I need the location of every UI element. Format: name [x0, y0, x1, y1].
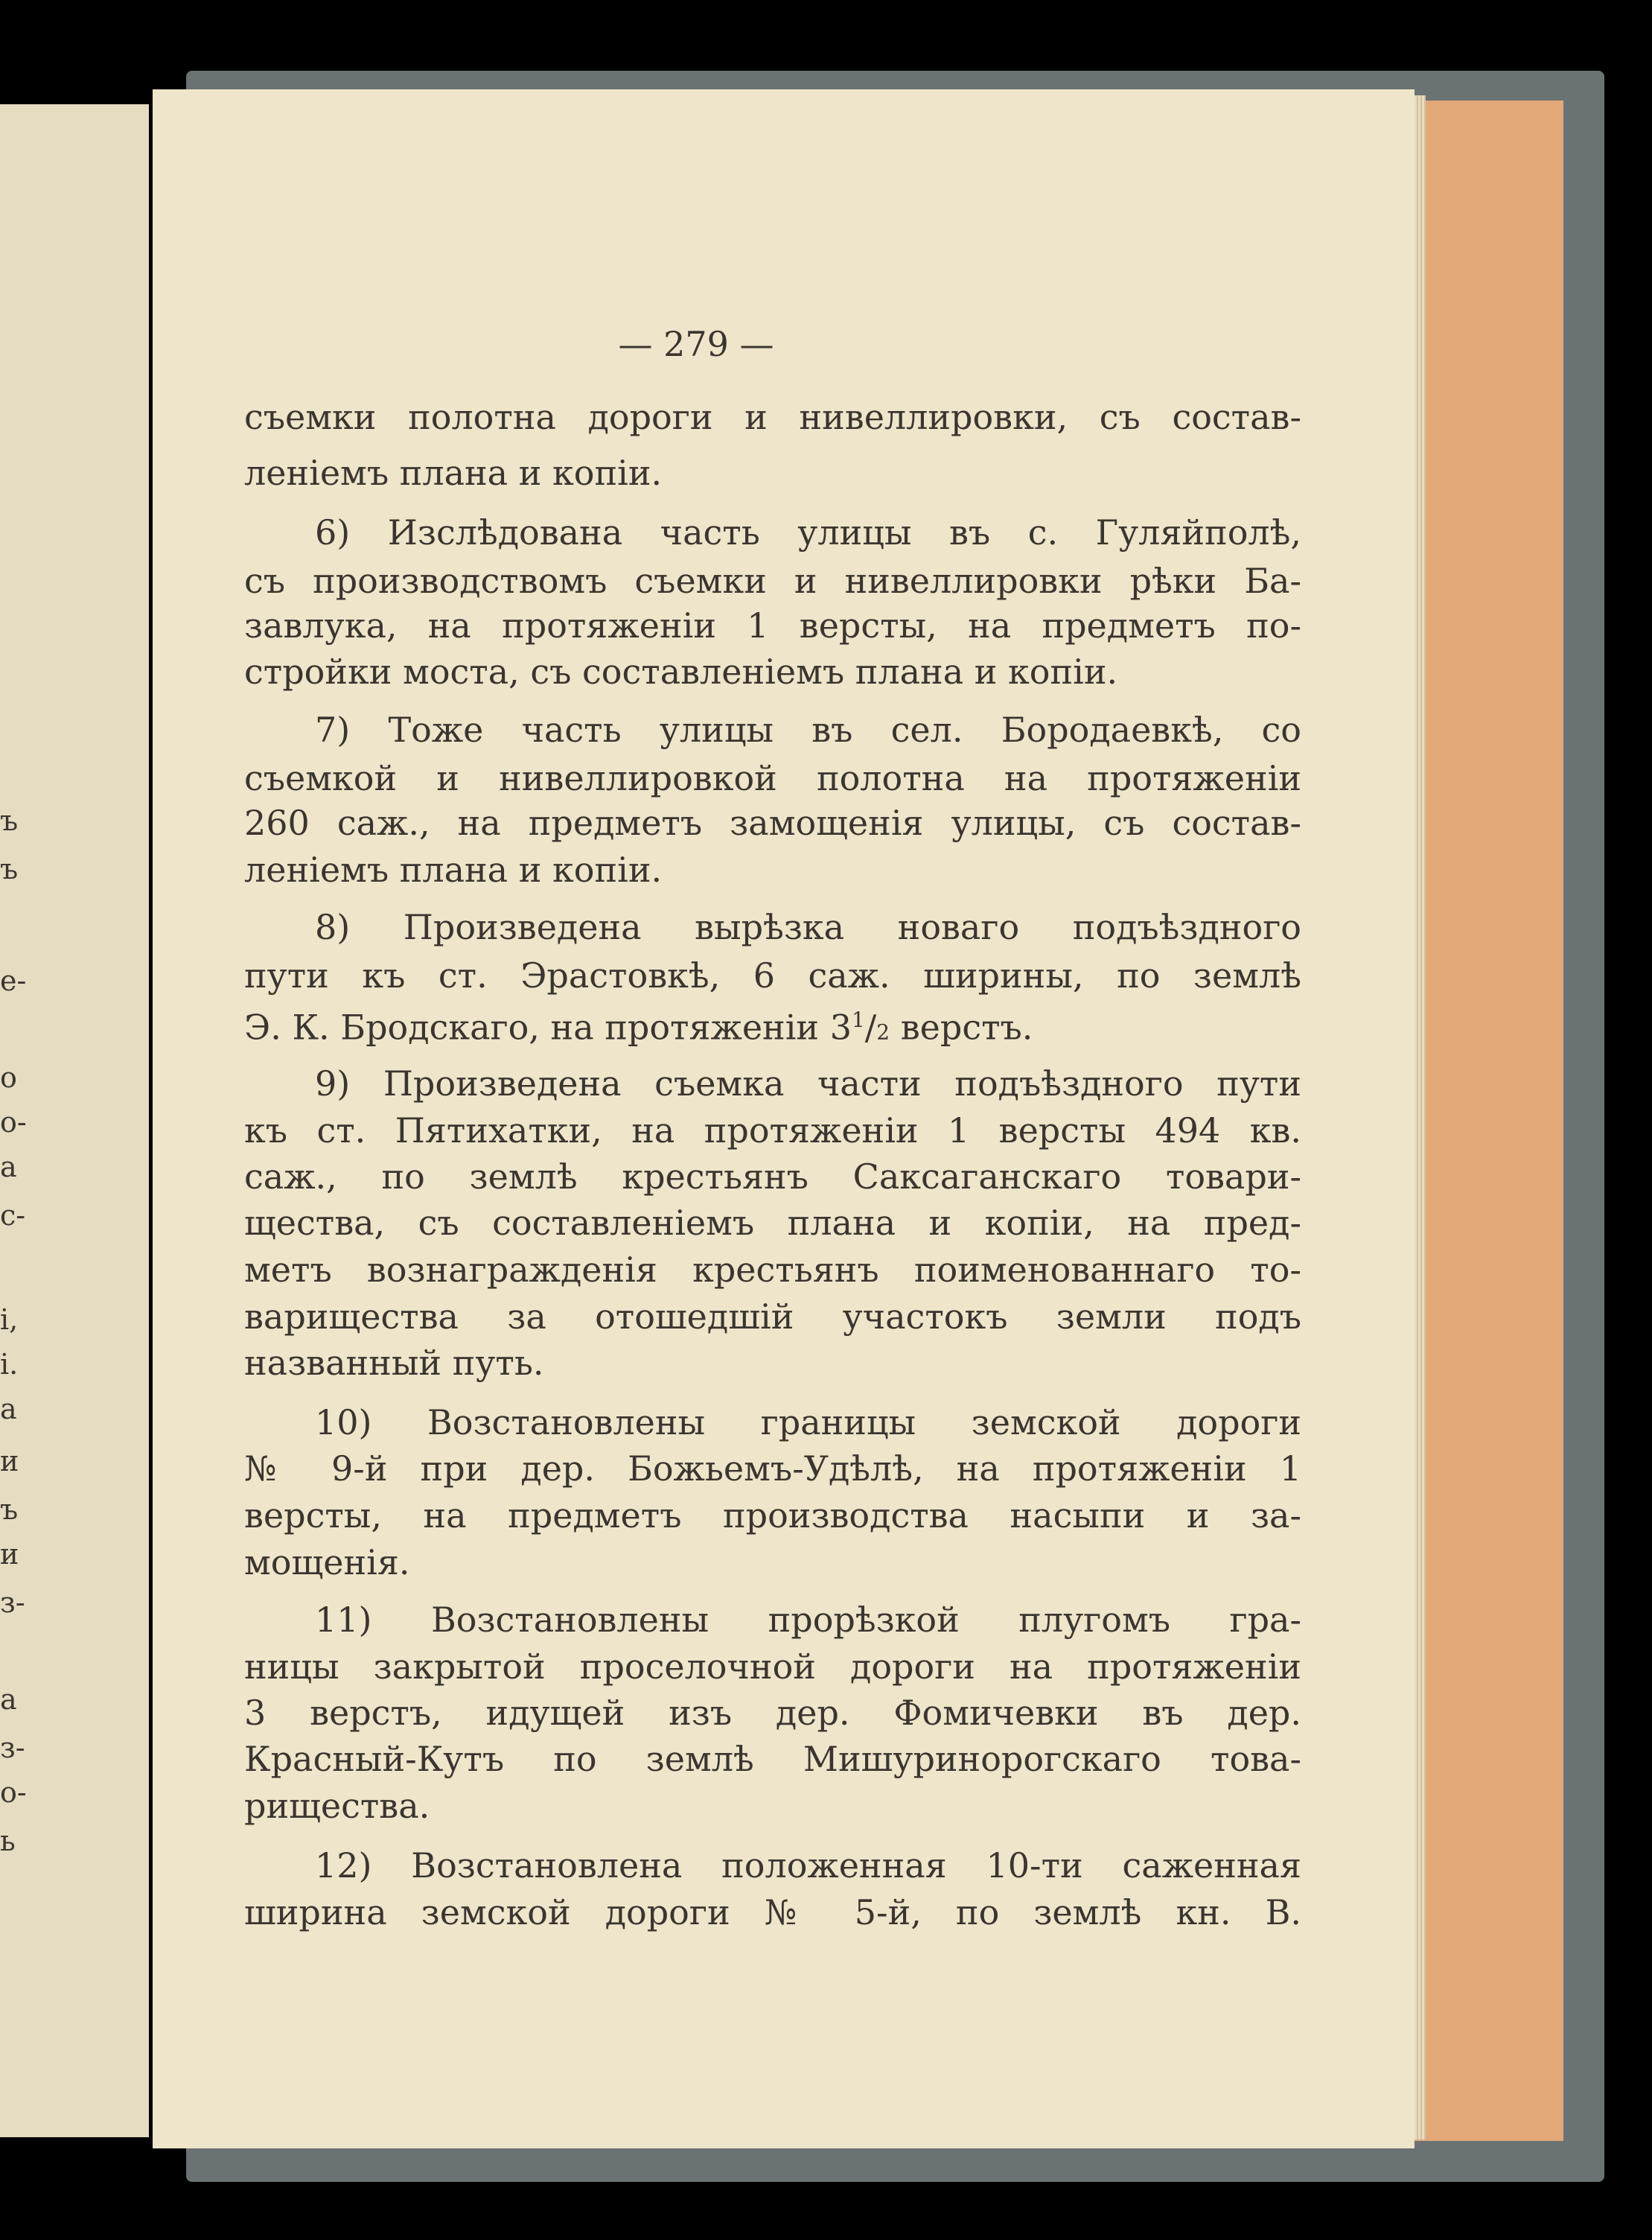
text-line: ницы закрытой проселочной дороги на протяженіи: [244, 1646, 1301, 1687]
book-page: [153, 89, 1415, 2148]
text-line: 12) Возстановлена положенная 10-ти саженная: [315, 1845, 1301, 1886]
text-line: 11) Возстановлены прорѣзкой плугомъ гра-: [315, 1600, 1301, 1640]
facing-page-fragment: о-: [0, 1106, 27, 1139]
facing-page-fragment: і,: [0, 1303, 19, 1336]
facing-page-fragment: а: [0, 1683, 17, 1716]
text-line: № 9-й при дер. Божьемъ-Удѣлѣ, на протяженіи 1: [244, 1448, 1301, 1489]
text-line: 9) Произведена съемка части подъѣздного пути: [315, 1063, 1301, 1104]
facing-page-fragment: з-: [0, 1731, 25, 1764]
facing-page-fragment: и: [0, 1445, 19, 1477]
facing-page-fragment: е-: [0, 964, 27, 997]
text-line: Красный-Кутъ по землѣ Мишуринорогскаго това-: [244, 1739, 1301, 1779]
text-line: названный путь.: [244, 1343, 544, 1383]
fraction-numerator: 1: [851, 1008, 865, 1032]
fraction-denominator: 2: [876, 1019, 890, 1045]
text-line: стройки моста, съ составленіемъ плана и копіи.: [244, 652, 1118, 692]
text-line-part: Э. К. Бродскаго, на протяженіи 3: [244, 1007, 852, 1048]
text-line: 6) Изслѣдована часть улицы въ с. Гуляйполѣ,: [315, 512, 1301, 553]
text-line: 260 саж., на предметъ замощенія улицы, съ состав-: [244, 803, 1301, 843]
text-line-part: верстъ.: [890, 1007, 1033, 1048]
facing-page-fragment: о-: [0, 1776, 27, 1809]
text-line: саж., по землѣ крестьянъ Саксаганскаго товари-: [244, 1156, 1301, 1197]
text-line: съемки полотна дороги и нивеллировки, съ состав-: [244, 397, 1301, 437]
facing-page-fragment: о: [0, 1061, 17, 1094]
text-line: пути къ ст. Эрастовкѣ, 6 саж. ширины, по землѣ: [244, 955, 1301, 996]
text-line: 10) Возстановлены границы земской дороги: [315, 1402, 1301, 1442]
facing-page-fragment: ь: [0, 1824, 16, 1857]
text-line: леніемъ плана и копіи.: [244, 850, 663, 890]
text-line: рищества.: [244, 1786, 430, 1826]
facing-page-fragment: а: [0, 1393, 17, 1425]
facing-page-fragment: і.: [0, 1348, 19, 1381]
facing-page-fragment: с-: [0, 1199, 26, 1232]
text-line: завлука, на протяженіи 1 версты, на предметъ по-: [244, 605, 1301, 646]
text-line: 7) Тоже часть улицы въ сел. Бородаевкѣ, со: [315, 710, 1301, 750]
facing-page-fragment: з-: [0, 1586, 25, 1619]
text-line: съемкой и нивеллировкой полотна на протяженіи: [244, 758, 1301, 798]
text-line: ширина земской дороги № 5-й, по землѣ кн. В.: [244, 1892, 1301, 1932]
text-line: 3 верстъ, идущей изъ дер. Фомичевки въ дер.: [244, 1693, 1301, 1733]
facing-page-fragment: а: [0, 1151, 17, 1183]
text-line: къ ст. Пятихатки, на протяженіи 1 версты 494 кв.: [244, 1110, 1301, 1151]
fraction-slash: /: [864, 1007, 877, 1048]
facing-page-fragment: ъ: [0, 804, 19, 837]
text-line: версты, на предметъ производства насыпи и за-: [244, 1495, 1301, 1536]
page-number: — 279 —: [618, 324, 774, 364]
text-line: щества, съ составленіемъ плана и копіи, на пред-: [244, 1203, 1301, 1243]
text-line: [244, 998, 1301, 1054]
text-line: съ производствомъ съемки и нивеллировки рѣки Ба-: [244, 561, 1301, 601]
text-line: варищества за отошедшій участокъ земли подъ: [244, 1296, 1301, 1337]
text-line: леніемъ плана и копіи.: [244, 453, 663, 493]
cover-endpaper: [1415, 101, 1563, 2141]
facing-page-fragment: ъ: [0, 1493, 19, 1526]
text-line: метъ вознагражденія крестьянъ поименованнаго то-: [244, 1250, 1301, 1290]
facing-page-fragment: ъ: [0, 853, 19, 885]
text-line: 8) Произведена вырѣзка новаго подъѣздного: [315, 907, 1301, 947]
text-line: мощенія.: [244, 1542, 410, 1582]
facing-page: [0, 104, 149, 2137]
facing-page-fragment: и: [0, 1538, 19, 1571]
